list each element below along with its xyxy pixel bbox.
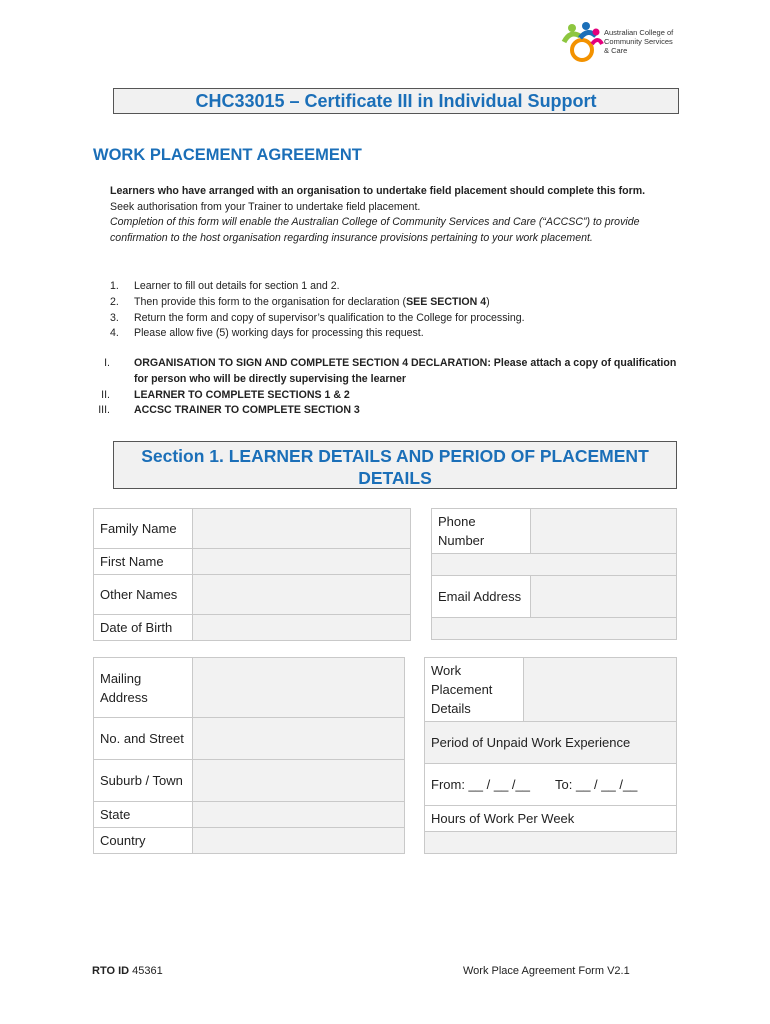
suburb-field[interactable] bbox=[193, 760, 405, 802]
footer-form-name: Work Place Agreement Form V2.1 bbox=[463, 965, 630, 977]
phone-field[interactable] bbox=[531, 509, 677, 554]
step-text: Return the form and copy of supervisor’s qualification to the College for processing. bbox=[134, 311, 525, 324]
logo-line-2: Community Services bbox=[604, 37, 673, 46]
roman-number: I. bbox=[104, 357, 110, 369]
intro-italic-line: Completion of this form will enable the Australian College of Community Services and Care (“ACCSC”) to provide confirmation to the host organisation regarding insurance provisions pertaining to your work placement. bbox=[110, 216, 640, 244]
phone-label: Phone Number bbox=[432, 509, 531, 554]
step-text: Learner to fill out details for section 1 and 2. bbox=[134, 280, 340, 292]
list-item bbox=[110, 295, 682, 311]
period-label: Period of Unpaid Work Experience bbox=[425, 722, 677, 764]
list-item bbox=[110, 311, 682, 327]
list-item bbox=[82, 356, 682, 388]
to-date-field[interactable]: To: __ / __ /__ bbox=[555, 777, 638, 792]
roman-text: ACCSC TRAINER TO COMPLETE SECTION 3 bbox=[134, 404, 360, 417]
state-label: State bbox=[94, 802, 193, 828]
step-text: Then provide this form to the organisation for declaration ( bbox=[134, 295, 407, 308]
step-text-end: ) bbox=[486, 295, 490, 308]
country-label: Country bbox=[94, 828, 193, 854]
list-item bbox=[110, 279, 682, 295]
section-1-title: Section 1. LEARNER DETAILS AND PERIOD OF PLACEMENT DETAILS bbox=[113, 441, 677, 489]
family-name-label: Family Name bbox=[94, 509, 193, 549]
step-number: 4. bbox=[110, 327, 119, 340]
step-text: Please allow five (5) working days for processing this request. bbox=[134, 327, 424, 340]
family-name-field[interactable] bbox=[193, 509, 411, 549]
dob-label: Date of Birth bbox=[94, 615, 193, 641]
list-item bbox=[110, 326, 682, 342]
intro-bold-line: Learners who have arranged with an organisation to undertake field placement should complete this form. bbox=[110, 185, 646, 197]
learner-name-table bbox=[93, 508, 411, 641]
people-circle-logo-icon bbox=[560, 20, 606, 66]
intro-line-2: Seek authorisation from your Trainer to undertake field placement. bbox=[110, 200, 421, 213]
list-item bbox=[82, 403, 682, 419]
first-name-field[interactable] bbox=[193, 549, 411, 575]
hours-label: Hours of Work Per Week bbox=[425, 806, 677, 832]
list-item bbox=[82, 388, 682, 404]
suburb-label: Suburb / Town bbox=[94, 760, 193, 802]
street-label: No. and Street bbox=[94, 718, 193, 760]
country-field[interactable] bbox=[193, 828, 405, 854]
work-placement-field[interactable] bbox=[524, 658, 677, 722]
from-date-field[interactable]: From: __ / __ /__ bbox=[431, 777, 530, 792]
rto-label: RTO ID bbox=[92, 965, 130, 977]
learner-contact-table bbox=[431, 508, 677, 640]
form-heading: WORK PLACEMENT AGREEMENT bbox=[93, 146, 362, 164]
placement-table bbox=[424, 657, 677, 854]
mailing-address-field[interactable] bbox=[193, 658, 405, 718]
rto-value: 45361 bbox=[132, 965, 163, 977]
instructions-list bbox=[82, 356, 682, 419]
state-field[interactable] bbox=[193, 802, 405, 828]
spacer-row bbox=[432, 554, 677, 576]
email-field[interactable] bbox=[531, 576, 677, 618]
step-number: 3. bbox=[110, 311, 119, 324]
other-names-field[interactable] bbox=[193, 575, 411, 615]
email-label: Email Address bbox=[432, 576, 531, 618]
dob-field[interactable] bbox=[193, 615, 411, 641]
address-table bbox=[93, 657, 405, 854]
step-text-bold: SEE SECTION 4 bbox=[406, 295, 487, 308]
spacer-row bbox=[432, 618, 677, 640]
hours-field[interactable] bbox=[425, 832, 677, 854]
period-dates-row bbox=[425, 764, 677, 806]
other-names-label: Other Names bbox=[94, 575, 193, 615]
step-number: 1. bbox=[110, 280, 119, 292]
step-number: 2. bbox=[110, 295, 119, 308]
page-title: CHC33015 – Certificate III in Individual Support bbox=[113, 88, 679, 114]
logo-line-1: Australian College of bbox=[604, 28, 674, 37]
logo-text bbox=[604, 28, 694, 55]
footer-rto bbox=[92, 965, 163, 977]
work-placement-label: Work Placement Details bbox=[425, 658, 524, 722]
roman-number: III. bbox=[98, 404, 110, 417]
roman-number: II. bbox=[101, 388, 110, 401]
steps-list bbox=[110, 279, 682, 342]
mailing-address-label: Mailing Address bbox=[94, 658, 193, 718]
roman-text: ORGANISATION TO SIGN AND COMPLETE SECTION 4 DECLARATION: Please attach a copy of qualification for person who will be directly supervising the learner bbox=[134, 357, 677, 385]
roman-text: LEARNER TO COMPLETE SECTIONS 1 & 2 bbox=[134, 388, 350, 401]
logo-line-3: & Care bbox=[604, 46, 628, 55]
intro-text bbox=[110, 184, 682, 246]
first-name-label: First Name bbox=[94, 549, 193, 575]
street-field[interactable] bbox=[193, 718, 405, 760]
